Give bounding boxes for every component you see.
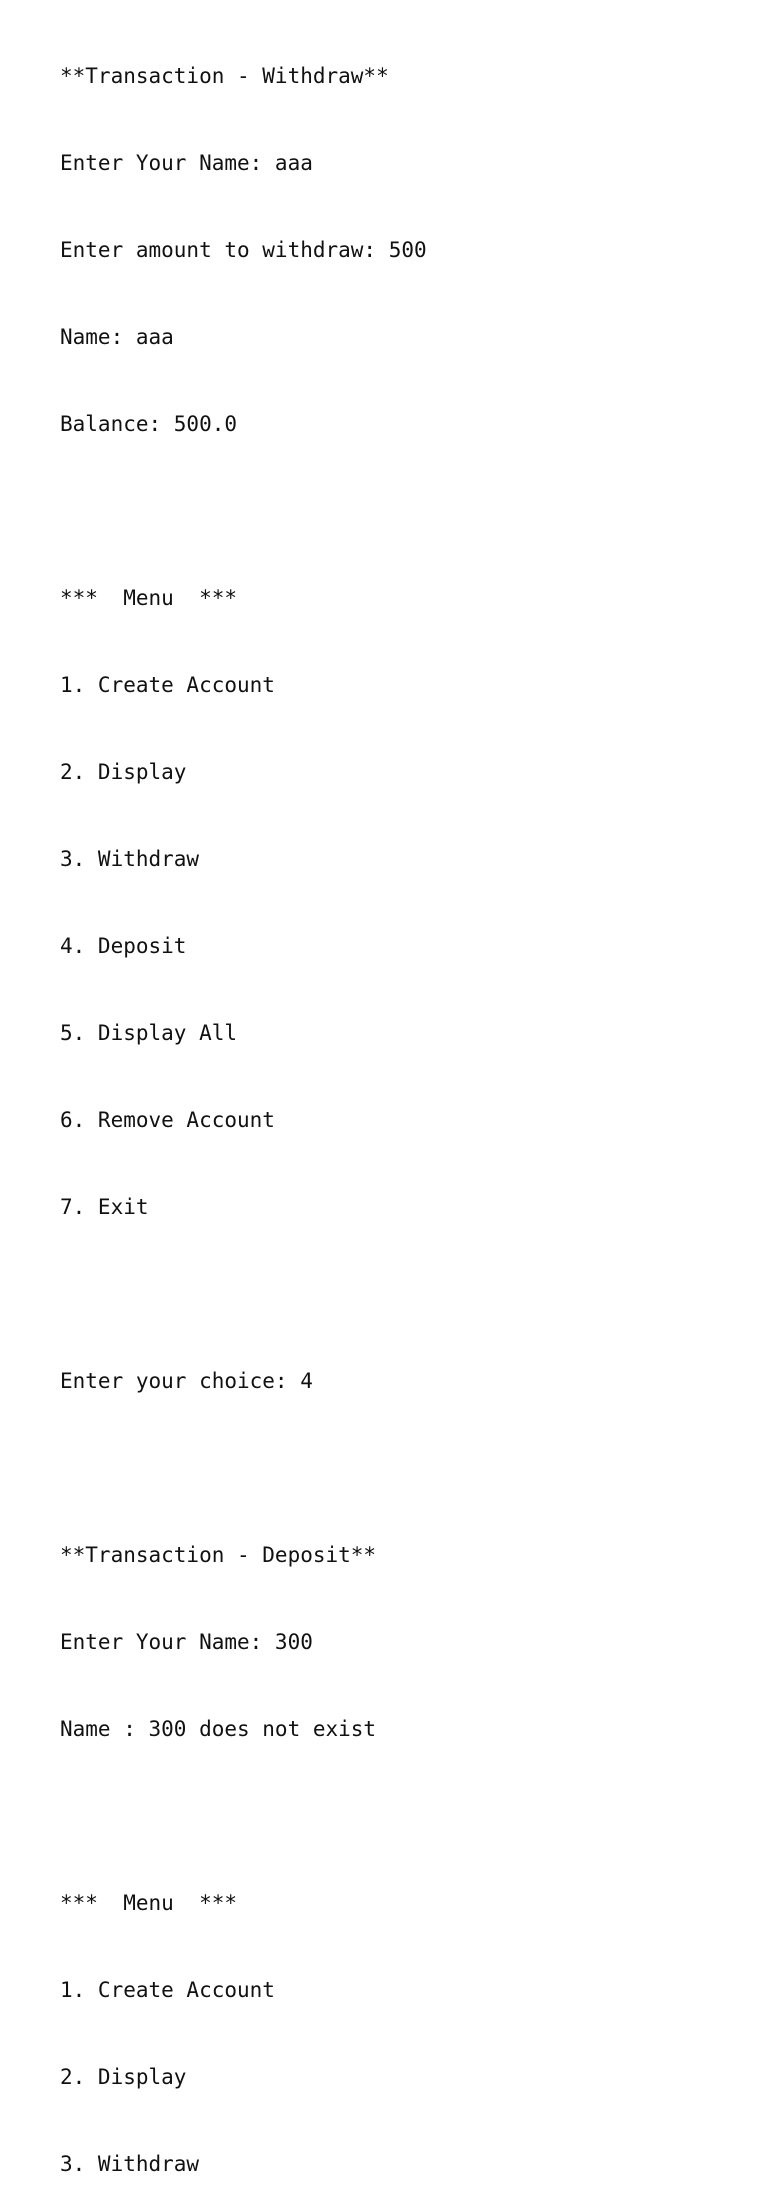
console-line	[60, 1454, 427, 1483]
console-line: 4. Deposit	[60, 934, 187, 958]
console-line	[60, 1802, 427, 1831]
console-line	[60, 1280, 427, 1309]
console-line: 6. Remove Account	[60, 1108, 275, 1132]
console-line: 2. Display	[60, 760, 187, 784]
console-line: Name : 300 does not exist	[60, 1717, 377, 1741]
console-output	[60, 4, 427, 2208]
console-line: Enter your choice: 4	[60, 1369, 313, 1393]
console-line: *** Menu ***	[60, 586, 238, 610]
console-line	[60, 497, 427, 526]
console-line: Enter Your Name: 300	[60, 1630, 313, 1654]
console-line: 5. Display All	[60, 1021, 238, 1045]
console-line: Enter Your Name: aaa	[60, 151, 313, 175]
console-line: *** Menu ***	[60, 1891, 238, 1915]
console-line: 3. Withdraw	[60, 847, 200, 871]
console-line: 1. Create Account	[60, 673, 275, 697]
console-line: Name: aaa	[60, 325, 174, 349]
console-line: 2. Display	[60, 2065, 187, 2089]
console-line: **Transaction - Withdraw**	[60, 64, 389, 88]
console-line: 1. Create Account	[60, 1978, 275, 2002]
console-line: **Transaction - Deposit**	[60, 1543, 377, 1567]
console-line: 3. Withdraw	[60, 2152, 200, 2176]
console-line: Balance: 500.0	[60, 412, 238, 436]
console-line: 7. Exit	[60, 1195, 149, 1219]
console-line: Enter amount to withdraw: 500	[60, 238, 427, 262]
